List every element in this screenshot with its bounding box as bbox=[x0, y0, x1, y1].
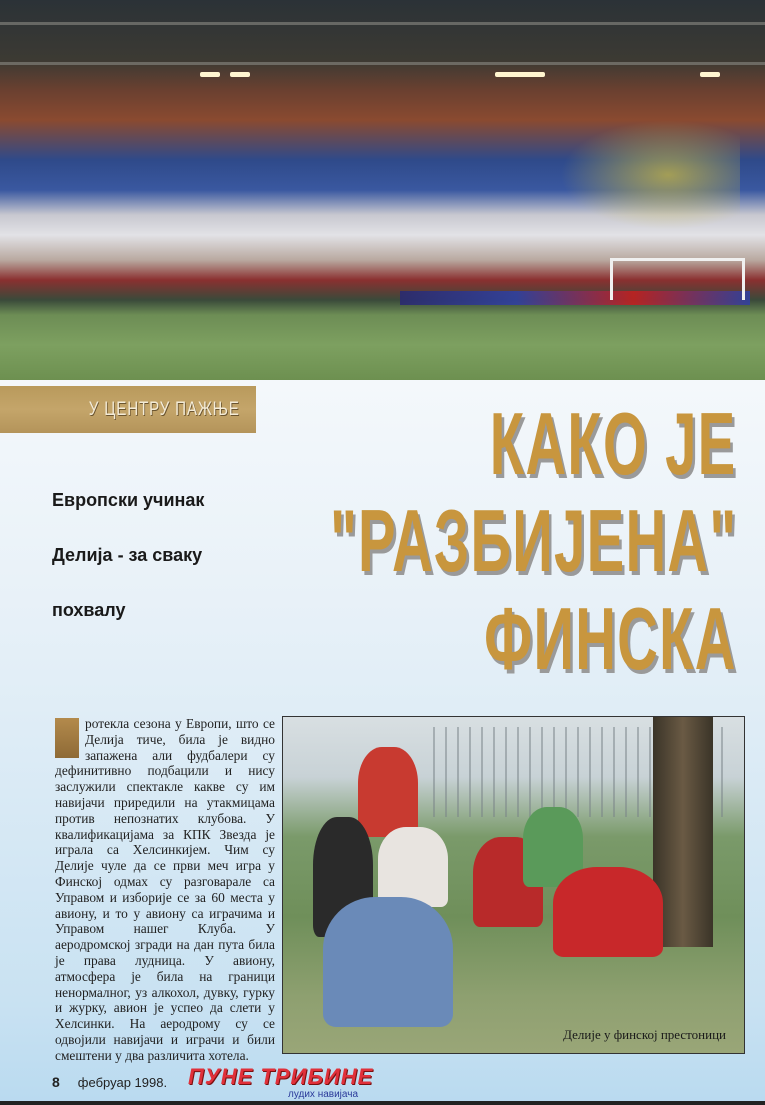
article-body bbox=[55, 716, 275, 1064]
drop-cap bbox=[55, 718, 79, 758]
headline-line-3: ФИНСКА bbox=[484, 589, 737, 688]
section-rubric: У ЦЕНТРУ ПАЖЊЕ bbox=[0, 386, 256, 433]
subheadline-line-3: похвалу bbox=[52, 600, 126, 620]
article-text: ротекла сезона у Европи, што се Делија тиче, била је видно запажена али фудбалери су дефинитивно подбацили и нису заслужили спектакле какве су им навијачи приредили на утакмицама против непознатих клубова. У квалификацијама за КПК Звезда је играла са Хелсинкијем. Чим су Делије чуле да се први меч игра у Финској одмах су разговарале са Управом и изборије се за 60 места у авиону, и то у авиону са играчима и Управом нашег Клуба. У аеродромској згради на дан пута била је права лудница. У авиону, атмосфера је била на граници ненормалног, уз алкохол, дувку, гурку и журку, авион је успео да слети у Хелсинки. На аеродрому су се одвојили навијачи и играчи и били смештени у два различита хотела. bbox=[55, 716, 275, 1063]
magazine-logo bbox=[188, 1066, 448, 1102]
fans-group-photo bbox=[282, 716, 745, 1054]
headline-line-2: "РАЗБИЈЕНА" bbox=[329, 491, 737, 590]
subheadline-line-1: Европски учинак bbox=[52, 490, 205, 510]
stadium-crowd-photo bbox=[0, 0, 765, 380]
subheadline-line-2: Делија - за сваку bbox=[52, 545, 203, 565]
issue-date: фебруар 1998. bbox=[77, 1075, 168, 1090]
photo-caption: Делије у финској престоници bbox=[563, 1027, 726, 1042]
page-footer bbox=[52, 1074, 167, 1090]
page-edge bbox=[0, 1101, 765, 1105]
logo-sub-text: лудих навијача bbox=[288, 1089, 359, 1100]
headline-line-1: КАКО ЈЕ bbox=[490, 394, 737, 493]
logo-main-text: ПУНЕ ТРИБИНЕ bbox=[188, 1064, 374, 1089]
page-number: 8 bbox=[52, 1074, 60, 1090]
